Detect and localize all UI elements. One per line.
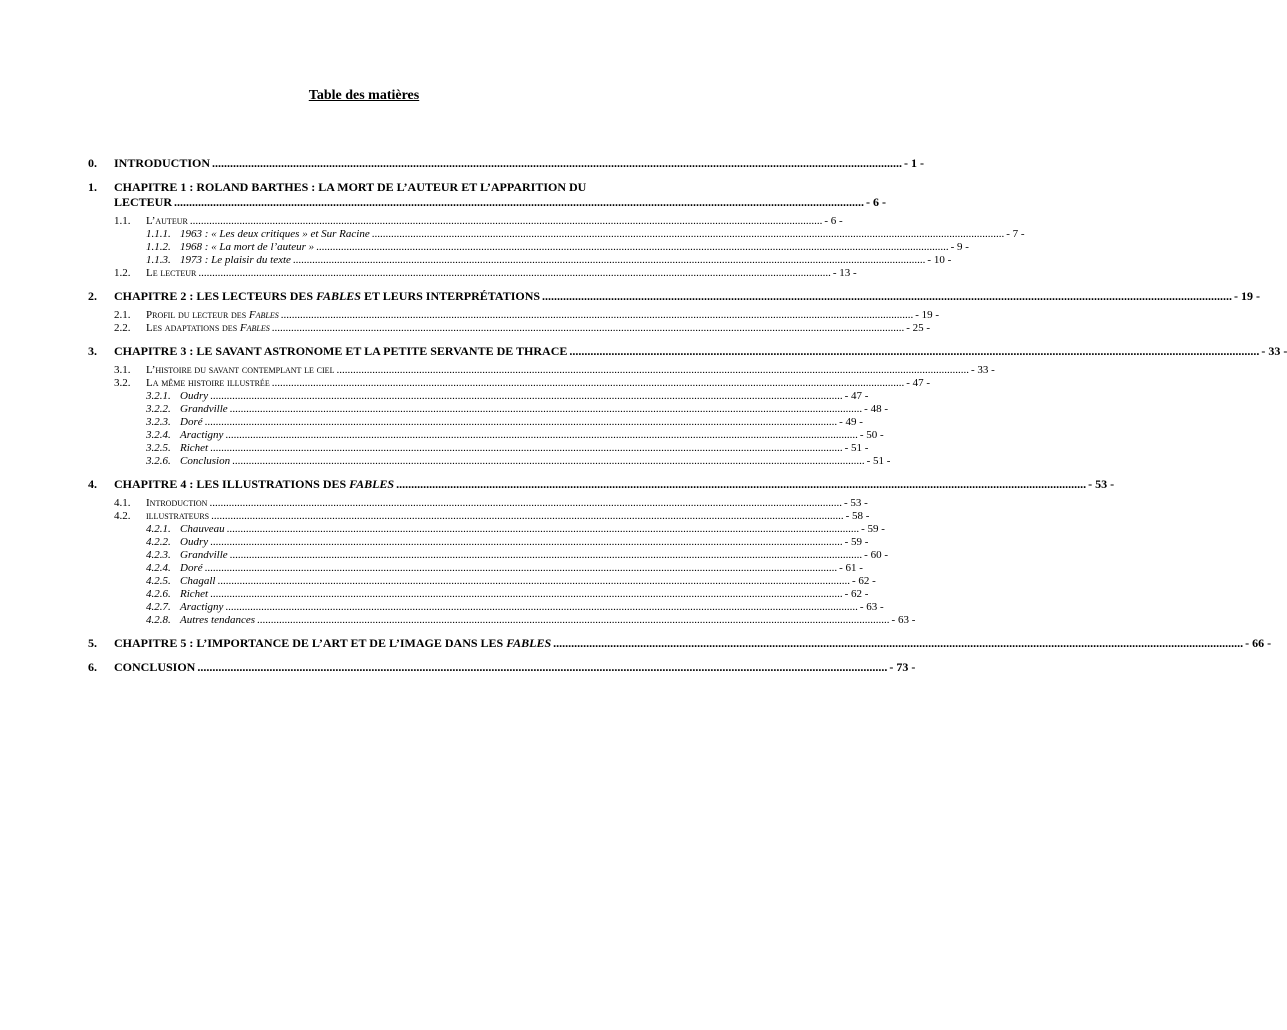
toc-number: 1.1.3. bbox=[146, 254, 171, 266]
toc-leader bbox=[210, 390, 843, 403]
toc-entry-5[interactable] bbox=[88, 636, 1272, 651]
toc-page: - 61 - bbox=[839, 562, 863, 574]
toc-number: 3.2.5. bbox=[146, 442, 171, 454]
toc-title: Aractigny bbox=[180, 429, 224, 441]
toc-page: - 59 - bbox=[861, 523, 885, 535]
toc-number: 3.2.1. bbox=[146, 390, 171, 402]
toc-leader bbox=[542, 289, 1232, 304]
toc-number: 3.1. bbox=[114, 364, 131, 376]
toc-page: - 13 - bbox=[832, 267, 857, 279]
toc-page: - 62 - bbox=[851, 575, 876, 587]
toc-number: 0. bbox=[88, 156, 97, 170]
toc-title: Chauveau bbox=[180, 523, 225, 535]
toc-page: - 63 - bbox=[891, 614, 916, 626]
toc-entry-1[interactable] bbox=[88, 180, 887, 210]
toc-leader bbox=[205, 416, 838, 429]
toc-number: 1.1. bbox=[114, 215, 131, 227]
toc-page: - 6 - bbox=[824, 215, 843, 227]
toc-entry-0[interactable] bbox=[88, 156, 925, 171]
toc-number: 4.2.4. bbox=[146, 562, 171, 574]
toc-title: Doré bbox=[180, 416, 203, 428]
toc-entry-3[interactable] bbox=[88, 344, 1287, 359]
toc-title: 1963 : « Les deux critiques » et Sur Racine bbox=[180, 228, 370, 240]
toc-entry-1-1-1[interactable] bbox=[88, 228, 1025, 241]
table-of-contents bbox=[88, 156, 1287, 675]
toc-title: Introduction bbox=[146, 497, 208, 509]
toc-page: - 1 - bbox=[904, 156, 925, 170]
toc-number: 4.2.8. bbox=[146, 614, 171, 626]
toc-title: 1973 : Le plaisir du texte bbox=[180, 254, 291, 266]
toc-page: - 53 - bbox=[843, 497, 868, 509]
toc-entry-3-2-3[interactable] bbox=[88, 416, 863, 429]
toc-number: 3.2.2. bbox=[146, 403, 171, 415]
toc-leader bbox=[553, 636, 1243, 651]
toc-page: - 33 - bbox=[1261, 344, 1287, 358]
toc-entry-4-1[interactable] bbox=[88, 497, 868, 510]
toc-leader bbox=[190, 215, 823, 228]
toc-page: - 19 - bbox=[915, 309, 940, 321]
toc-page: - 19 - bbox=[1234, 289, 1261, 303]
toc-leader bbox=[205, 562, 838, 575]
toc-leader bbox=[336, 364, 969, 377]
toc-entry-3-2[interactable] bbox=[88, 377, 931, 390]
toc-number: 1.1.2. bbox=[146, 241, 171, 253]
toc-leader bbox=[230, 403, 863, 416]
toc-leader bbox=[293, 254, 926, 267]
toc-number: 4.1. bbox=[114, 497, 131, 509]
toc-leader bbox=[198, 267, 831, 280]
toc-title: INTRODUCTION bbox=[114, 156, 211, 170]
toc-title: Les adaptations des Fables bbox=[146, 322, 270, 334]
toc-page: - 50 - bbox=[859, 429, 884, 441]
toc-title: Grandville bbox=[180, 403, 228, 415]
toc-number: 4.2.1. bbox=[146, 523, 171, 535]
toc-entry-3-2-6[interactable] bbox=[88, 455, 891, 468]
toc-page: - 25 - bbox=[906, 322, 931, 334]
toc-entry-1-1-2[interactable] bbox=[88, 241, 969, 254]
toc-number: 4.2. bbox=[114, 510, 131, 522]
toc-page: - 53 - bbox=[1088, 477, 1115, 491]
toc-page: - 59 - bbox=[844, 536, 869, 548]
toc-page: - 7 - bbox=[1006, 228, 1025, 240]
toc-entry-4-2-4[interactable] bbox=[88, 562, 863, 575]
toc-page: - 66 - bbox=[1245, 636, 1272, 650]
toc-page: - 62 - bbox=[844, 588, 869, 600]
toc-number: 3.2. bbox=[114, 377, 131, 389]
toc-title: Richet bbox=[180, 442, 209, 454]
toc-entry-2-2[interactable] bbox=[88, 322, 931, 335]
toc-number: 4.2.2. bbox=[146, 536, 171, 548]
toc-entry-4-2-3[interactable] bbox=[88, 549, 888, 562]
toc-title: Chagall bbox=[180, 575, 216, 587]
toc-number: 4.2.6. bbox=[146, 588, 171, 600]
toc-leader bbox=[569, 344, 1259, 359]
toc-leader bbox=[232, 455, 865, 468]
toc-number: 4.2.5. bbox=[146, 575, 171, 587]
toc-leader bbox=[230, 549, 863, 562]
toc-entry-2-1[interactable] bbox=[88, 309, 940, 322]
toc-leader bbox=[225, 601, 858, 614]
toc-title-line1: CHAPITRE 1 : ROLAND BARTHES : LA MORT DE L’AUTEUR ET L’APPARITION DU bbox=[114, 180, 587, 194]
toc-title: Grandville bbox=[180, 549, 228, 561]
toc-leader bbox=[272, 322, 905, 335]
toc-entry-1-1[interactable] bbox=[88, 215, 843, 228]
toc-leader bbox=[212, 156, 902, 171]
toc-title: La même histoire illustrée bbox=[146, 377, 270, 389]
toc-entry-4-2[interactable] bbox=[88, 510, 870, 523]
toc-number: 4. bbox=[88, 477, 97, 491]
toc-leader bbox=[210, 442, 843, 455]
toc-entry-4-2-2[interactable] bbox=[88, 536, 869, 549]
page-title: Table des matières bbox=[308, 88, 420, 103]
toc-title: L’auteur bbox=[146, 215, 188, 227]
toc-page: - 58 - bbox=[845, 510, 870, 522]
toc-entry-3-2-1[interactable] bbox=[88, 390, 869, 403]
toc-number: 2. bbox=[88, 289, 97, 303]
toc-leader bbox=[210, 588, 843, 601]
toc-title: Richet bbox=[180, 588, 209, 600]
toc-page: - 10 - bbox=[927, 254, 952, 266]
toc-title: Oudry bbox=[180, 390, 209, 402]
toc-entry-4-2-8[interactable] bbox=[88, 614, 916, 627]
toc-title: CONCLUSION bbox=[114, 660, 196, 674]
toc-title: CHAPITRE 3 : LE SAVANT ASTRONOME ET LA PETITE SERVANTE DE THRACE bbox=[114, 344, 568, 358]
toc-title: Oudry bbox=[180, 536, 209, 548]
toc-entry-4-2-5[interactable] bbox=[88, 575, 876, 588]
toc-leader bbox=[272, 377, 905, 390]
toc-title: Le lecteur bbox=[146, 267, 197, 279]
toc-leader bbox=[210, 536, 843, 549]
toc-title: CHAPITRE 2 : LES LECTEURS DES FABLES ET LEURS INTERPRÉTATIONS bbox=[114, 289, 541, 303]
toc-entry-4-2-1[interactable] bbox=[88, 523, 885, 536]
toc-number: 6. bbox=[88, 660, 97, 674]
toc-leader bbox=[227, 523, 860, 536]
toc-entry-2[interactable] bbox=[88, 289, 1261, 304]
toc-page: - 6 - bbox=[866, 195, 887, 209]
toc-leader bbox=[316, 241, 949, 254]
toc-number: 3.2.4. bbox=[146, 429, 171, 441]
toc-title: Autres tendances bbox=[180, 614, 256, 626]
toc-entry-1-2[interactable] bbox=[88, 267, 857, 280]
toc-title: L’histoire du savant contemplant le ciel bbox=[146, 364, 335, 376]
toc-number: 4.2.3. bbox=[146, 549, 171, 561]
toc-entry-4[interactable] bbox=[88, 477, 1115, 492]
toc-page: - 73 - bbox=[889, 660, 916, 674]
toc-page: - 47 - bbox=[906, 377, 931, 389]
toc-leader bbox=[281, 309, 914, 322]
toc-title: CHAPITRE 5 : L’IMPORTANCE DE L’ART ET DE L’IMAGE DANS LES FABLES bbox=[114, 636, 552, 650]
toc-leader bbox=[211, 510, 844, 523]
toc-leader bbox=[225, 429, 858, 442]
toc-number: 1. bbox=[88, 180, 97, 194]
toc-page: - 51 - bbox=[866, 455, 891, 467]
toc-entry-1-1-3[interactable] bbox=[88, 254, 952, 267]
toc-number: 3.2.3. bbox=[146, 416, 171, 428]
toc-entry-4-2-7[interactable] bbox=[88, 601, 884, 614]
toc-page: - 48 - bbox=[864, 403, 888, 415]
toc-entry-4-2-6[interactable] bbox=[88, 588, 869, 601]
toc-number: 1.1.1. bbox=[146, 228, 171, 240]
toc-title: 1968 : « La mort de l’auteur » bbox=[180, 241, 315, 253]
toc-page: - 51 - bbox=[844, 442, 869, 454]
toc-leader bbox=[197, 660, 887, 675]
toc-page: - 49 - bbox=[839, 416, 863, 428]
toc-page: - 33 - bbox=[970, 364, 995, 376]
toc-number: 4.2.7. bbox=[146, 601, 171, 613]
toc-number: 3. bbox=[88, 344, 97, 358]
toc-leader bbox=[209, 497, 842, 510]
toc-number: 1.2. bbox=[114, 267, 131, 279]
toc-title: Aractigny bbox=[180, 601, 224, 613]
toc-page: - 60 - bbox=[864, 549, 888, 561]
toc-leader bbox=[257, 614, 890, 627]
toc-entry-3-2-5[interactable] bbox=[88, 442, 869, 455]
toc-page: - 47 - bbox=[844, 390, 869, 402]
toc-title: Doré bbox=[180, 562, 203, 574]
toc-leader bbox=[174, 195, 864, 210]
toc-page: - 9 - bbox=[950, 241, 969, 253]
toc-number: 2.1. bbox=[114, 309, 131, 321]
toc-entry-3-1[interactable] bbox=[88, 364, 995, 377]
toc-title-line2: LECTEUR bbox=[114, 195, 173, 209]
toc-number: 5. bbox=[88, 636, 97, 650]
toc-entry-6[interactable] bbox=[88, 660, 916, 675]
toc-title: Conclusion bbox=[180, 455, 231, 467]
toc-page: - 63 - bbox=[859, 601, 884, 613]
toc-entry-3-2-2[interactable] bbox=[88, 403, 888, 416]
toc-number: 3.2.6. bbox=[146, 455, 171, 467]
toc-leader bbox=[372, 228, 1005, 241]
toc-number: 2.2. bbox=[114, 322, 131, 334]
toc-title: Profil du lecteur des Fables bbox=[146, 309, 279, 321]
toc-title: illustrateurs bbox=[146, 510, 210, 522]
toc-leader bbox=[217, 575, 850, 588]
toc-title: CHAPITRE 4 : LES ILLUSTRATIONS DES FABLES bbox=[114, 477, 395, 491]
toc-entry-3-2-4[interactable] bbox=[88, 429, 884, 442]
toc-leader bbox=[396, 477, 1086, 492]
